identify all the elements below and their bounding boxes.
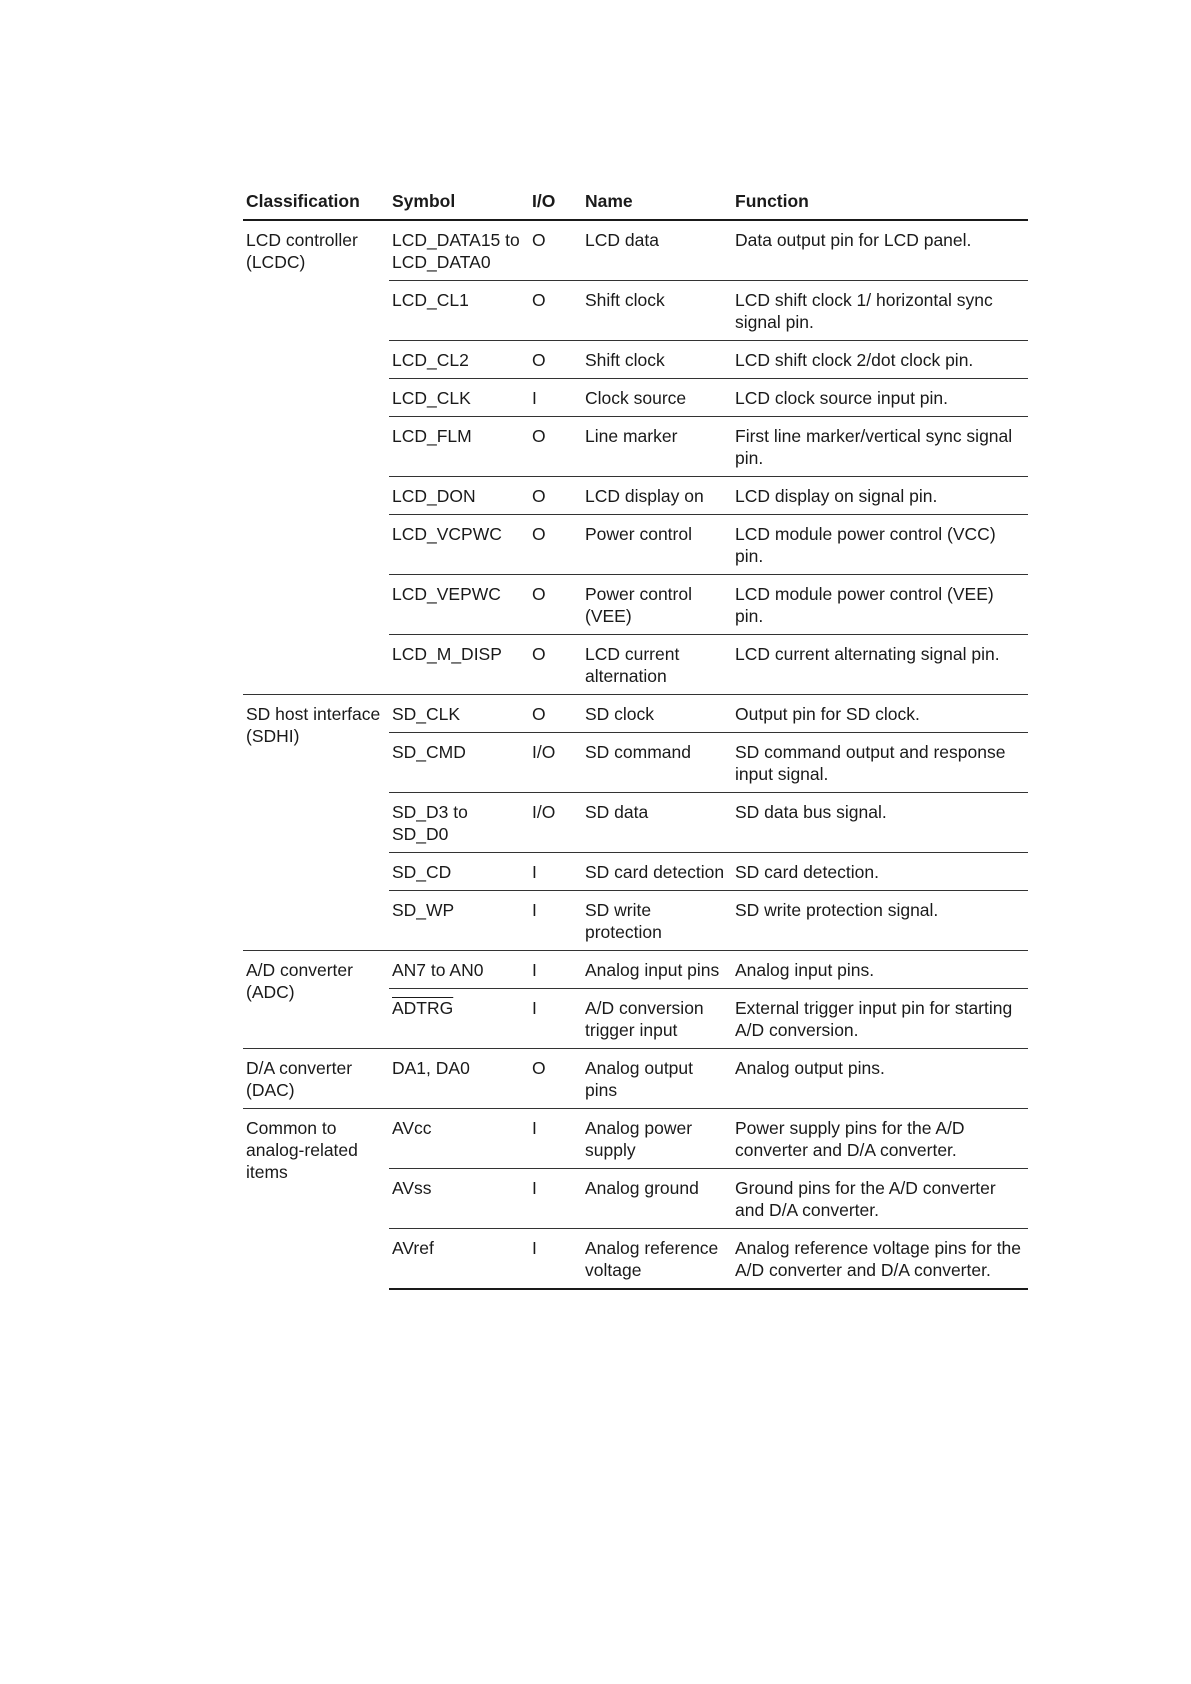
cell-classification: A/D converter (ADC): [243, 951, 389, 1049]
cell-io: O: [529, 341, 582, 379]
cell-name: Analog power supply: [582, 1109, 732, 1169]
symbol-text: SD_CD: [392, 862, 452, 882]
cell-name: LCD current alternation: [582, 635, 732, 695]
symbol-text: LCD_VCPWC: [392, 524, 502, 544]
cell-symbol: [389, 695, 529, 733]
cell-symbol: [389, 477, 529, 515]
table-row: [243, 1049, 1028, 1109]
cell-io: I: [529, 1169, 582, 1229]
cell-name: Analog ground: [582, 1169, 732, 1229]
symbol-text: LCD_VEPWC: [392, 584, 501, 604]
cell-function: SD command output and response input signal.: [732, 733, 1028, 793]
cell-function: External trigger input pin for starting A/D conversion.: [732, 989, 1028, 1049]
cell-io: O: [529, 417, 582, 477]
header-classification: Classification: [246, 191, 360, 211]
cell-function: SD data bus signal.: [732, 793, 1028, 853]
cell-name: A/D conversion trigger input: [582, 989, 732, 1049]
table-row: [243, 1109, 1028, 1169]
cell-io: I: [529, 1229, 582, 1290]
cell-name: Shift clock: [582, 281, 732, 341]
cell-name: Power control (VEE): [582, 575, 732, 635]
cell-symbol: [389, 1049, 529, 1109]
cell-function: LCD shift clock 1/ horizontal sync signal pin.: [732, 281, 1028, 341]
symbol-text: ADTRG: [392, 998, 454, 1018]
symbol-text: SD_WP: [392, 900, 455, 920]
symbol-text: LCD_DON: [392, 486, 476, 506]
cell-classification: Common to analog-related items: [243, 1109, 389, 1290]
cell-io: I: [529, 891, 582, 951]
cell-function: Analog output pins.: [732, 1049, 1028, 1109]
symbol-text: LCD_M_DISP: [392, 644, 502, 664]
cell-symbol: [389, 220, 529, 281]
cell-name: Clock source: [582, 379, 732, 417]
cell-name: SD data: [582, 793, 732, 853]
cell-function: LCD current alternating signal pin.: [732, 635, 1028, 695]
header-symbol: Symbol: [392, 191, 456, 211]
cell-symbol: [389, 1229, 529, 1290]
cell-symbol: [389, 733, 529, 793]
symbol-text: AN7 to AN0: [392, 960, 484, 980]
cell-name: Line marker: [582, 417, 732, 477]
cell-function: LCD clock source input pin.: [732, 379, 1028, 417]
cell-name: SD command: [582, 733, 732, 793]
cell-function: Analog input pins.: [732, 951, 1028, 989]
table-row: [243, 220, 1028, 281]
pin-function-table: [243, 190, 1028, 1290]
cell-io: I: [529, 853, 582, 891]
cell-symbol: [389, 281, 529, 341]
cell-function: LCD module power control (VCC) pin.: [732, 515, 1028, 575]
cell-io: I/O: [529, 733, 582, 793]
symbol-text: LCD_CLK: [392, 388, 471, 408]
cell-symbol: [389, 1169, 529, 1229]
cell-io: I/O: [529, 793, 582, 853]
cell-function: Output pin for SD clock.: [732, 695, 1028, 733]
cell-symbol: [389, 575, 529, 635]
header-name: Name: [585, 191, 633, 211]
table-body: [243, 220, 1028, 1289]
symbol-text: DA1, DA0: [392, 1058, 470, 1078]
cell-name: Analog output pins: [582, 1049, 732, 1109]
cell-symbol: [389, 515, 529, 575]
cell-name: Power control: [582, 515, 732, 575]
cell-function: Power supply pins for the A/D converter and D/A converter.: [732, 1109, 1028, 1169]
cell-name: LCD data: [582, 220, 732, 281]
symbol-text: LCD_DATA15 to LCD_DATA0: [392, 230, 520, 272]
cell-io: I: [529, 379, 582, 417]
cell-classification: D/A converter (DAC): [243, 1049, 389, 1109]
symbol-text: AVcc: [392, 1118, 432, 1138]
table-row: [243, 951, 1028, 989]
cell-io: O: [529, 1049, 582, 1109]
cell-name: SD clock: [582, 695, 732, 733]
cell-io: I: [529, 1109, 582, 1169]
cell-symbol: [389, 853, 529, 891]
cell-symbol: [389, 417, 529, 477]
cell-io: O: [529, 515, 582, 575]
header-function: Function: [735, 191, 809, 211]
symbol-text: SD_CMD: [392, 742, 466, 762]
cell-name: Analog reference voltage: [582, 1229, 732, 1290]
cell-name: SD card detection: [582, 853, 732, 891]
symbol-text: SD_CLK: [392, 704, 461, 724]
cell-symbol: [389, 341, 529, 379]
symbol-text: LCD_CL1: [392, 290, 469, 310]
cell-symbol: [389, 989, 529, 1049]
cell-symbol: [389, 635, 529, 695]
cell-io: O: [529, 477, 582, 515]
cell-name: SD write protection: [582, 891, 732, 951]
cell-classification: SD host interface (SDHI): [243, 695, 389, 951]
cell-io: O: [529, 695, 582, 733]
cell-function: LCD module power control (VEE) pin.: [732, 575, 1028, 635]
header-io: I/O: [532, 191, 556, 211]
cell-function: LCD shift clock 2/dot clock pin.: [732, 341, 1028, 379]
cell-io: O: [529, 220, 582, 281]
cell-classification: LCD controller (LCDC): [243, 220, 389, 695]
symbol-text: LCD_FLM: [392, 426, 472, 446]
cell-function: Data output pin for LCD panel.: [732, 220, 1028, 281]
symbol-text: AVref: [392, 1238, 434, 1258]
cell-function: SD write protection signal.: [732, 891, 1028, 951]
cell-name: LCD display on: [582, 477, 732, 515]
cell-symbol: [389, 793, 529, 853]
symbol-text: LCD_CL2: [392, 350, 469, 370]
table-header-row: [243, 190, 1028, 220]
cell-io: I: [529, 951, 582, 989]
cell-name: Shift clock: [582, 341, 732, 379]
cell-function: Ground pins for the A/D converter and D/A converter.: [732, 1169, 1028, 1229]
cell-function: Analog reference voltage pins for the A/D converter and D/A converter.: [732, 1229, 1028, 1290]
cell-symbol: [389, 891, 529, 951]
cell-function: First line marker/vertical sync signal pin.: [732, 417, 1028, 477]
cell-symbol: [389, 1109, 529, 1169]
cell-io: I: [529, 989, 582, 1049]
cell-io: O: [529, 575, 582, 635]
symbol-text: AVss: [392, 1178, 432, 1198]
cell-io: O: [529, 281, 582, 341]
cell-symbol: [389, 379, 529, 417]
cell-function: LCD display on signal pin.: [732, 477, 1028, 515]
table-row: [243, 695, 1028, 733]
cell-symbol: [389, 951, 529, 989]
symbol-text: SD_D3 to SD_D0: [392, 802, 468, 844]
cell-io: O: [529, 635, 582, 695]
cell-function: SD card detection.: [732, 853, 1028, 891]
cell-name: Analog input pins: [582, 951, 732, 989]
